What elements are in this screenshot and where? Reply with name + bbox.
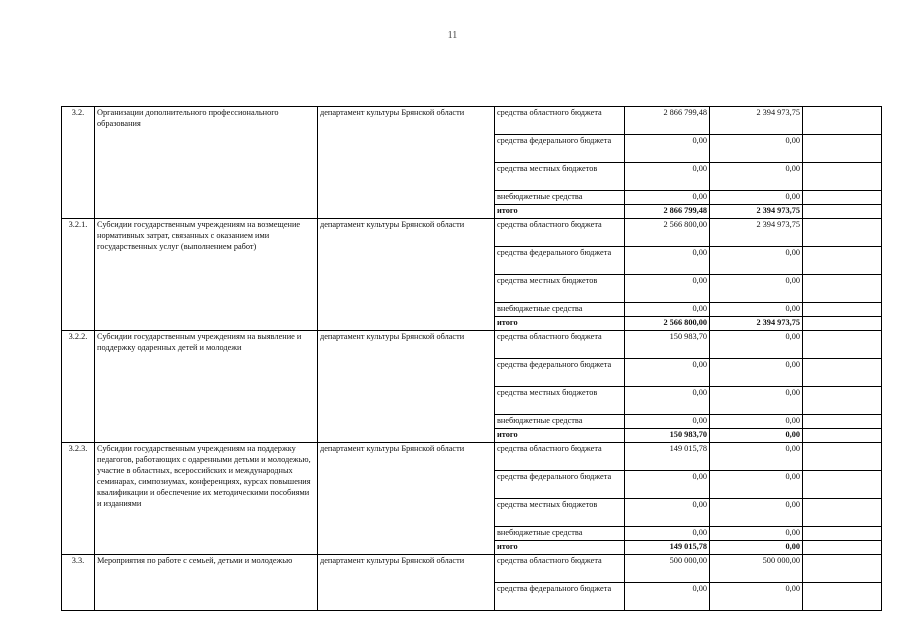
empty-cell [803,303,882,317]
amount-col-2: 0,00 [710,387,803,415]
empty-cell [803,359,882,387]
item-name: Организации дополнительного профессионального образования [95,107,318,219]
funding-source: внебюджетные средства [495,303,625,317]
funding-source: средства местных бюджетов [495,275,625,303]
funding-source: средства областного бюджета [495,443,625,471]
amount-col-2: 2 394 973,75 [710,205,803,219]
amount-col-1: 0,00 [625,163,710,191]
amount-col-2: 0,00 [710,471,803,499]
amount-col-1: 149 015,78 [625,443,710,471]
amount-col-2: 0,00 [710,583,803,611]
item-executor: департамент культуры Брянской области [318,107,495,219]
item-number: 3.2. [62,107,95,219]
empty-cell [803,555,882,583]
item-name: Мероприятия по работе с семьей, детьми и молодежью [95,555,318,611]
table-row [62,443,882,471]
item-executor: департамент культуры Брянской области [318,219,495,331]
amount-col-2: 500 000,00 [710,555,803,583]
funding-source: внебюджетные средства [495,415,625,429]
empty-cell [803,135,882,163]
amount-col-1: 0,00 [625,415,710,429]
funding-source: итого [495,205,625,219]
amount-col-1: 0,00 [625,527,710,541]
amount-col-2: 0,00 [710,499,803,527]
empty-cell [803,429,882,443]
amount-col-1: 150 983,70 [625,331,710,359]
funding-source: средства местных бюджетов [495,499,625,527]
empty-cell [803,317,882,331]
amount-col-2: 0,00 [710,135,803,163]
empty-cell [803,331,882,359]
amount-col-1: 0,00 [625,303,710,317]
amount-col-1: 0,00 [625,387,710,415]
amount-col-1: 150 983,70 [625,429,710,443]
amount-col-2: 2 394 973,75 [710,317,803,331]
funding-source: итого [495,541,625,555]
amount-col-1: 500 000,00 [625,555,710,583]
amount-col-1: 2 866 799,48 [625,107,710,135]
empty-cell [803,247,882,275]
empty-cell [803,583,882,611]
funding-source: средства федерального бюджета [495,359,625,387]
funding-source: средства областного бюджета [495,107,625,135]
amount-col-2: 0,00 [710,415,803,429]
item-executor: департамент культуры Брянской области [318,443,495,555]
empty-cell [803,443,882,471]
amount-col-1: 0,00 [625,135,710,163]
funding-source: средства федерального бюджета [495,247,625,275]
item-number: 3.2.1. [62,219,95,331]
funding-source: средства федерального бюджета [495,471,625,499]
amount-col-1: 2 566 800,00 [625,317,710,331]
amount-col-2: 0,00 [710,527,803,541]
item-number: 3.3. [62,555,95,611]
funding-source: итого [495,429,625,443]
amount-col-2: 0,00 [710,331,803,359]
amount-col-1: 0,00 [625,359,710,387]
item-number: 3.2.3. [62,443,95,555]
amount-col-2: 2 394 973,75 [710,219,803,247]
item-executor: департамент культуры Брянской области [318,331,495,443]
empty-cell [803,163,882,191]
table-row [62,555,882,583]
empty-cell [803,387,882,415]
table-row [62,331,882,359]
item-executor: департамент культуры Брянской области [318,555,495,611]
funding-source: средства областного бюджета [495,219,625,247]
empty-cell [803,499,882,527]
amount-col-1: 2 566 800,00 [625,219,710,247]
empty-cell [803,541,882,555]
budget-table [61,106,882,611]
funding-source: средства федерального бюджета [495,135,625,163]
amount-col-2: 0,00 [710,443,803,471]
table-row [62,219,882,247]
amount-col-2: 0,00 [710,163,803,191]
funding-source: средства областного бюджета [495,331,625,359]
funding-source: внебюджетные средства [495,527,625,541]
empty-cell [803,107,882,135]
amount-col-2: 0,00 [710,359,803,387]
amount-col-2: 2 394 973,75 [710,107,803,135]
empty-cell [803,275,882,303]
item-name: Субсидии государственным учреждениям на возмещение нормативных затрат, связанных с оказанием ими государственных услуг (выполнением работ) [95,219,318,331]
empty-cell [803,219,882,247]
amount-col-1: 0,00 [625,247,710,275]
funding-source: итого [495,317,625,331]
funding-source: средства местных бюджетов [495,387,625,415]
empty-cell [803,205,882,219]
amount-col-1: 0,00 [625,275,710,303]
amount-col-1: 0,00 [625,191,710,205]
funding-source: средства областного бюджета [495,555,625,583]
amount-col-2: 0,00 [710,275,803,303]
empty-cell [803,471,882,499]
amount-col-1: 0,00 [625,499,710,527]
funding-source: средства федерального бюджета [495,583,625,611]
amount-col-2: 0,00 [710,303,803,317]
table-row [62,107,882,135]
amount-col-1: 2 866 799,48 [625,205,710,219]
amount-col-2: 0,00 [710,191,803,205]
amount-col-1: 149 015,78 [625,541,710,555]
amount-col-1: 0,00 [625,583,710,611]
amount-col-1: 0,00 [625,471,710,499]
amount-col-2: 0,00 [710,247,803,275]
item-name: Субсидии государственным учреждениям на поддержку педагогов, работающих с одаренными детьми и молодежью, участие в областных, всероссийских и международных семинарах, симпозиумах, конференциях, курсах повышения квалификации и обеспечение их методическими пособиями и изданиями [95,443,318,555]
empty-cell [803,527,882,541]
item-name: Субсидии государственным учреждениям на выявление и поддержку одаренных детей и молодежи [95,331,318,443]
item-number: 3.2.2. [62,331,95,443]
empty-cell [803,191,882,205]
amount-col-2: 0,00 [710,429,803,443]
funding-source: внебюджетные средства [495,191,625,205]
funding-source: средства местных бюджетов [495,163,625,191]
amount-col-2: 0,00 [710,541,803,555]
empty-cell [803,415,882,429]
page-number: 11 [447,30,458,41]
